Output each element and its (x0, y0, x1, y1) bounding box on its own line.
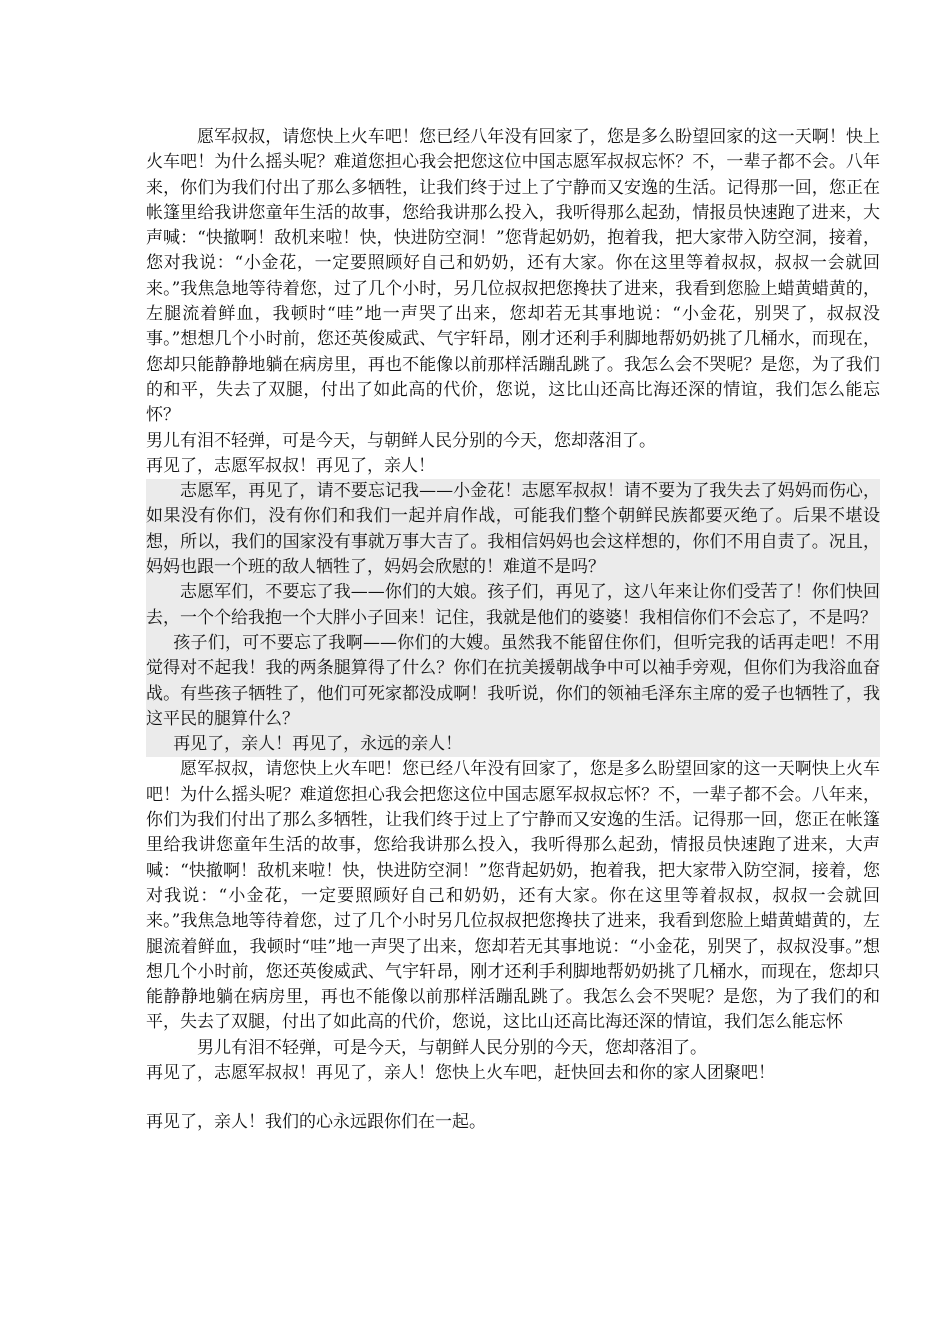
paragraph-4: 志愿军，再见了，请不要忘记我——小金花！志愿军叔叔！请不要为了我失去了妈妈而伤心，如果没有你们，没有你们和我们一起并肩作战，可能我们整个朝鲜民族都要灭绝了。后果不堪设想，所以，我们的国家没有事就万事大吉了。我相信妈妈也会这样想的，你们不用自责了。况且，妈妈也跟一个班的敌人牺牲了，妈妈会欣慰的！难道不是吗？ (146, 479, 880, 580)
paragraph-9: 男儿有泪不轻弹，可是今天，与朝鲜人民分别的今天，您却落泪了。 (197, 1037, 707, 1058)
paragraph-7: 再见了，亲人！再见了，永远的亲人！ (146, 732, 880, 757)
paragraph-6: 孩子们，可不要忘了我啊——你们的大嫂。虽然我不能留住你们，但听完我的话再走吧！不用觉得对不起我！我的两条腿算得了什么？你们在抗美援朝战争中可以袖手旁观，但你们为我浴血奋战。有些孩子牺牲了，他们可死家都没成啊！我听说，你们的领袖毛泽东主席的爱子也牺牲了，我这平民的腿算什么？ (146, 631, 880, 732)
paragraph-3: 再见了，志愿军叔叔！再见了，亲人！ (146, 455, 435, 476)
paragraph-2: 男儿有泪不轻弹，可是今天，与朝鲜人民分别的今天，您却落泪了。 (146, 430, 656, 451)
paragraph-1: 愿军叔叔，请您快上火车吧！您已经八年没有回家了，您是多么盼望回家的这一天啊！快上火车吧！为什么摇头呢？难道您担心我会把您这位中国志愿军叔叔忘怀？不，一辈子都不会。八年来，你们为我们付出了那么多牺牲，让我们终于过上了宁静而又安逸的生活。记得那一回，您正在帐篷里给我讲您童年生活的故事，您给我讲那么投入，我听得那么起劲，情报员快速跑了进来，大声喊：“快撤啊！敌机来啦！快，快进防空洞！”您背起奶奶，抱着我，把大家带入防空洞，接着，您对我说：“小金花，一定要照顾好自己和奶奶，还有大家。你在这里等着叔叔，叔叔一会就回来。”我焦急地等待着您，过了几个小时，另几位叔叔把您搀扶了进来，我看到您脸上蜡黄蜡黄的，左腿流着鲜血，我顿时“哇”地一声哭了出来，您却若无其事地说：“小金花，别哭了，叔叔没事。”想想几个小时前，您还英俊威武、气宇轩昂，刚才还利手利脚地帮奶奶挑了几桶水，而现在，您却只能静静地躺在病房里，再也不能像以前那样活蹦乱跳了。我怎么会不哭呢？是您，为了我们的和平，失去了双腿，付出了如此高的代价，您说，这比山还高比海还深的情谊，我们怎么能忘怀？ (146, 127, 880, 426)
document-body (146, 125, 880, 1136)
paragraph-8: 愿军叔叔，请您快上火车吧！您已经八年没有回家了，您是多么盼望回家的这一天啊快上火车吧！为什么摇头呢？难道您担心我会把您这位中国志愿军叔叔忘怀？不，一辈子都不会。八年来，你们为我们付出了那么多牺牲，让我们终于过上了宁静而又安逸的生活。记得那一回，您正在帐篷里给我讲您童年生活的故事，您给我讲那么投入，我听得那么起劲，情报员快速跑了进来，大声喊：“快撤啊！敌机来啦！快，快进防空洞！”您背起奶奶，抱着我，把大家带入防空洞，接着，您对我说：“小金花，一定要照顾好自己和奶奶，还有大家。你在这里等着叔叔，叔叔一会就回来。”我焦急地等待着您，过了几个小时另几位叔叔把您搀扶了进来，我看到您脸上蜡黄蜡黄的，左腿流着鲜血，我顿时“哇”地一声哭了出来，您却若无其事地说：“小金花，别哭了，叔叔没事。”想想几个小时前，您还英俊威武、气宇轩昂，刚才还利手利脚地帮奶奶挑了几桶水，而现在，您却只能静静地躺在病房里，再也不能像以前那样活蹦乱跳了。我怎么会不哭呢？是您，为了我们的和平，失去了双腿，付出了如此高的代价，您说，这比山还高比海还深的情谊，我们怎么能忘怀 (146, 759, 880, 1033)
paragraph-11: 再见了，亲人！我们的心永远跟你们在一起。 (146, 1112, 486, 1133)
blank-line (146, 1086, 880, 1110)
paragraph-10: 再见了，志愿军叔叔！再见了，亲人！您快上火车吧，赶快回去和你的家人团聚吧！ (146, 1062, 775, 1083)
paragraph-5: 志愿军们，不要忘了我——你们的大娘。孩子们，再见了，这八年来让你们受苦了！你们快回去，一个个给我抱一个大胖小子回来！记住，我就是他们的婆婆！我相信你们不会忘了，不是吗？ (146, 580, 880, 631)
